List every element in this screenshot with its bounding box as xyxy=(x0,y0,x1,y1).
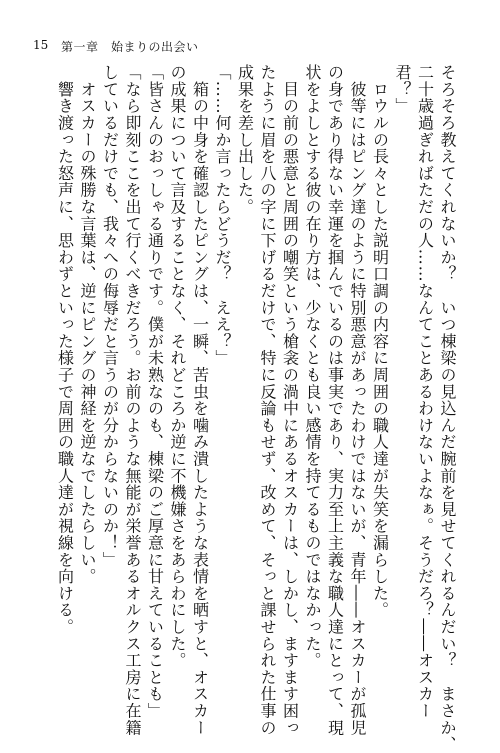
text-line: 箱の中身を確認したピングは、一瞬、苦虫を噛み潰したような表情を晒すと、オスカー xyxy=(190,64,210,736)
text-line: 響き渡った怒声に、思わずといった様子で周囲の職人達が視線を向ける。 xyxy=(55,64,75,636)
text-line: 状をよしとする彼の在り方は、少なくとも良い感情を持てるものではなかった。 xyxy=(303,64,322,669)
text-line: の成果について言及することなく、それどころか逆に不機嫌さをあらわにした。 xyxy=(168,64,187,669)
chapter-title: 第一章 始まりの出会い xyxy=(61,40,199,54)
text-line: 目の前の悪意と周囲の嘲笑という槍衾の渦中にあるオスカーは、しかし、ますます困っ xyxy=(280,64,300,736)
text-line: 二十歳過ぎればただの人……なんてことあるわけないよなぁ。そうだろ？――オスカー xyxy=(415,64,435,720)
text-line: そろそろ教えてくれないか？ いつ棟梁の見込んだ腕前を見せてくれるんだい？ まさか、 xyxy=(438,64,457,753)
text-line: オスカーの殊勝な言葉は、逆にピングの神経を逆なでしたらしい。 xyxy=(78,64,97,585)
text-line: 「なら即刻ここを出て行くべきだろう。お前のような無能が栄誉あるオルクス工房に在籍 xyxy=(123,64,142,736)
text-line: 「皆さんのおっしゃる通りです。僕が未熟なのも、棟梁のご厚意に甘えていることも」 xyxy=(145,64,165,720)
text-line: 君？」 xyxy=(393,64,412,115)
text-line: 成果を差し出した。 xyxy=(235,64,255,216)
text-line: 「……何か言ったらどうだ？ ええ？」 xyxy=(213,64,232,367)
text-line: の身であり得ない幸運を掴んでいるのは事実であり、実力至上主義な職人達にとって、現 xyxy=(325,64,345,736)
text-line: しているだけでも、我々への侮辱だと言うのが分からないのか！」 xyxy=(100,64,120,568)
page-number: 15 xyxy=(33,38,49,52)
text-line: たように眉を八の字に下げるだけで、特に反論もせず、改めて、そっと課せられた仕事の xyxy=(258,64,277,736)
text-line: ロウルの長々とした説明口調の内容に周囲の職人達が失笑を漏らした。 xyxy=(370,64,390,619)
text-line: 彼等にはピング達のように特別悪意があったわけではないが、青年――オスカーが孤児 xyxy=(348,64,367,736)
body-text xyxy=(53,64,458,753)
